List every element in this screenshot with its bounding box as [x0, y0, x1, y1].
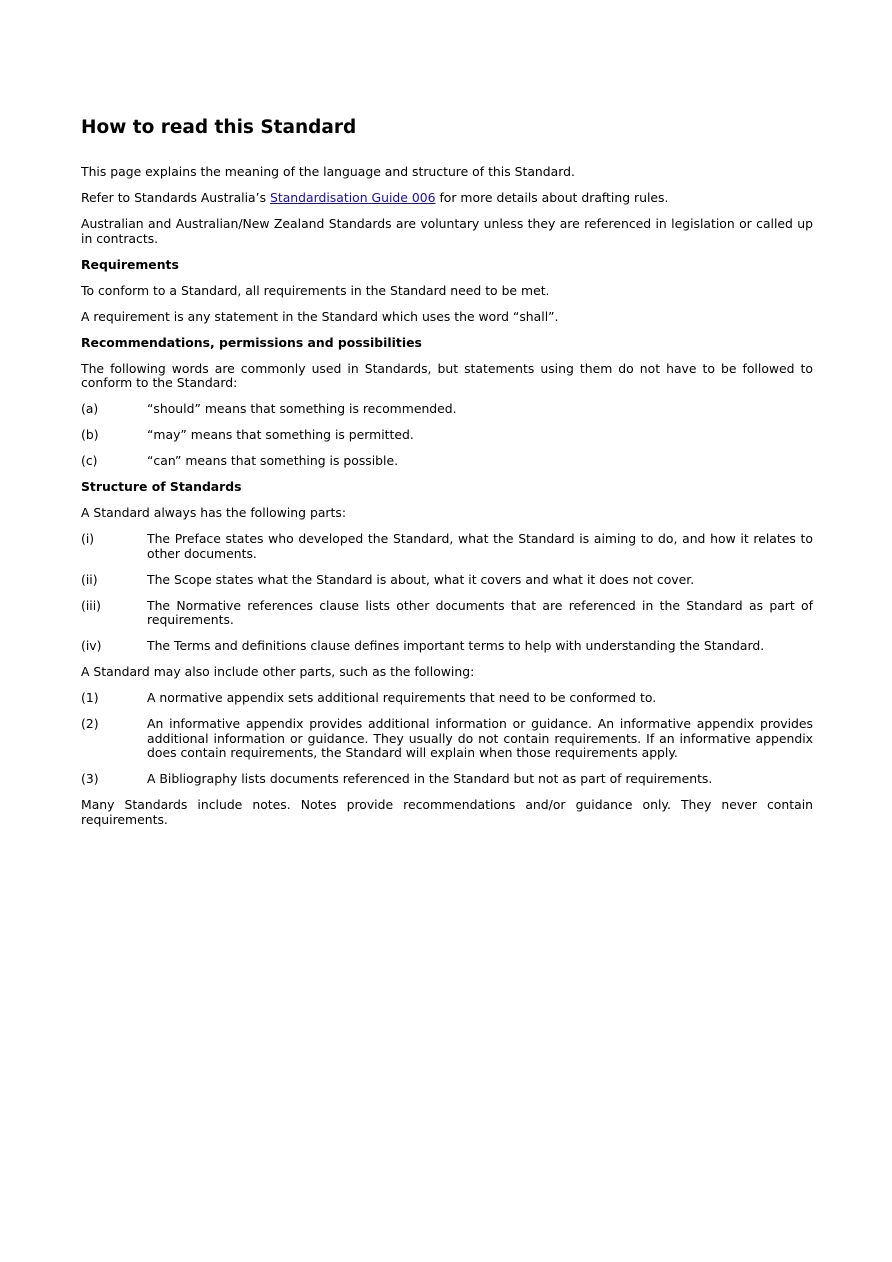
standardisation-guide-link[interactable]: Standardisation Guide 006: [269, 190, 436, 205]
list-item-text: The Terms and definitions clause defines important terms to help with understanding the Standard.: [147, 638, 765, 653]
list-item: [81, 402, 813, 417]
list-item: [81, 691, 813, 706]
guide-reference-text-before: Refer to Standards Australia’s: [81, 190, 270, 205]
structure-paragraph-2: A Standard may also include other parts, such as the following:: [81, 664, 475, 679]
page-title: How to read this Standard: [81, 117, 357, 138]
voluntary-paragraph: Australian and Australian/New Zealand Standards are voluntary unless they are referenced in legislation or called up in contracts.: [81, 216, 813, 246]
list-marker: (i): [81, 531, 95, 546]
list-item-text: “should” means that something is recommended.: [147, 401, 457, 416]
list-marker: (ii): [81, 571, 98, 587]
document-page: [81, 117, 813, 839]
list-item-text: “can” means that something is possible.: [147, 453, 399, 468]
list-item: [81, 772, 813, 787]
list-item-text: The Normative references clause lists other documents that are referenced in the Standard as part of requirements.: [147, 597, 813, 627]
list-item-text: The Preface states who developed the Standard, what the Standard is aiming to do, and how it relates to other documents.: [147, 531, 813, 561]
list-item: [81, 639, 813, 654]
intro-paragraph: This page explains the meaning of the language and structure of this Standard.: [81, 164, 575, 179]
list-marker: (iii): [81, 597, 101, 613]
list-marker: (1): [81, 690, 99, 705]
recommendations-paragraph: The following words are commonly used in Standards, but statements using them do not have to be followed to conform to the Standard:: [81, 360, 813, 390]
list-marker: (c): [81, 453, 98, 468]
list-marker: (3): [81, 771, 99, 786]
structure-paragraph-1: A Standard always has the following parts:: [81, 505, 347, 520]
list-marker: (b): [81, 427, 99, 442]
notes-paragraph: Many Standards include notes. Notes provide recommendations and/or guidance only. They never contain requirements.: [81, 797, 813, 827]
requirements-paragraph-2: A requirement is any statement in the Standard which uses the word “shall”.: [81, 308, 559, 324]
list-item: [81, 454, 813, 469]
list-item: [81, 428, 813, 443]
recommendations-heading: Recommendations, permissions and possibilities: [81, 334, 422, 350]
requirements-paragraph-1: To conform to a Standard, all requirements in the Standard need to be met.: [81, 282, 550, 298]
guide-reference-text-after: for more details about drafting rules.: [435, 190, 669, 205]
list-item: [81, 532, 813, 561]
guide-reference-paragraph: [81, 191, 813, 206]
list-item-text: The Scope states what the Standard is about, what it covers and what it does not cover.: [147, 571, 695, 587]
structure-heading: Structure of Standards: [81, 479, 242, 494]
list-item: [81, 599, 813, 628]
list-marker: (a): [81, 401, 99, 416]
list-item: [81, 573, 813, 588]
list-marker: (2): [81, 716, 99, 731]
requirements-heading: Requirements: [81, 256, 179, 272]
list-item-text: A normative appendix sets additional requirements that need to be conformed to.: [147, 690, 657, 705]
list-item-text: A Bibliography lists documents referenced in the Standard but not as part of requirements.: [147, 771, 713, 786]
list-item-text: An informative appendix provides additional information or guidance. An informative appendix provides additional information or guidance. They usually do not contain requirements. If an informative appendix does contain requirements, the Standard will explain when those requirements apply.: [147, 716, 813, 760]
list-marker: (iv): [81, 638, 102, 653]
list-item: [81, 717, 813, 761]
list-item-text: “may” means that something is permitted.: [147, 427, 414, 442]
